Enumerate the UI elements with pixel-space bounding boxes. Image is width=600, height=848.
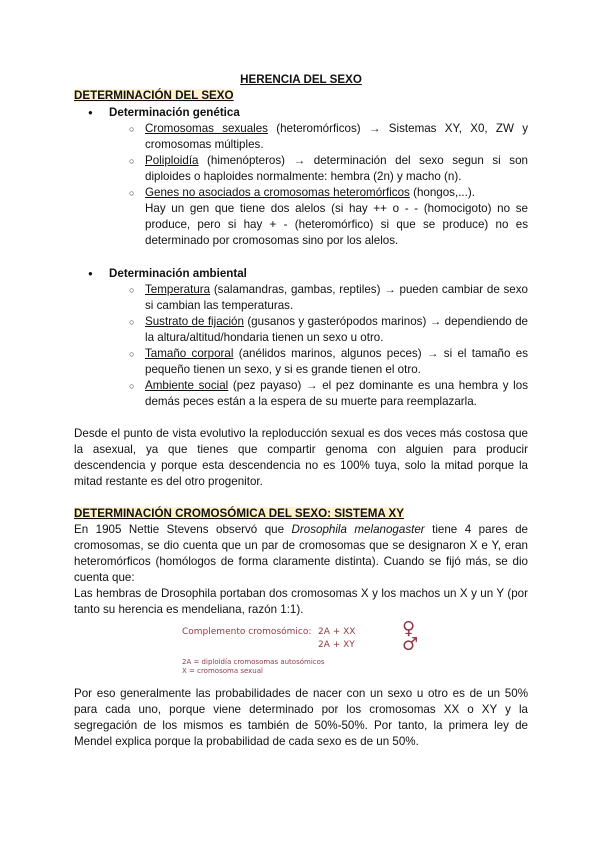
figure-note-sex-chromosome: X = cromosoma sexual <box>182 667 263 675</box>
environmental-list <box>74 282 528 410</box>
item-term: Temperatura <box>145 283 211 296</box>
male-complement: 2A + XY <box>318 640 355 650</box>
bullet-determinacion-ambiental: ● Determinación ambiental <box>74 266 528 282</box>
stevens-text-b: tiene 4 pares de cromosomas, se dio cuenta que un par de cromosomas que se designaron X e Y, eran heteromórficos (homólogos de forma claramente distinta). Cuando se fijó más, se dio cuenta que: <box>74 523 528 584</box>
item-text: (heteromórficos) → Sistemas XY, X0, ZW y cromosomas múltiples. <box>145 122 528 151</box>
list-item <box>74 314 528 346</box>
section-heading-wrap <box>74 506 528 522</box>
figure-label: Complemento cromosómico: <box>182 627 312 637</box>
genetic-list <box>74 121 528 201</box>
list-item <box>74 282 528 314</box>
stevens-paragraph <box>74 522 528 586</box>
list-item <box>74 378 528 410</box>
figure-image <box>182 618 432 680</box>
section-heading-determinacion: DETERMINACIÓN DEL SEXO <box>74 89 234 102</box>
genetic-extra-paragraph: Hay un gen que tiene dos alelos (si hay ++ o - - (homocigoto) no se produce, pero si hay + - (heteromórfico) si que se produce) no es determinado por cromosomas sino por los alelos. <box>145 202 528 247</box>
item-text: (anélidos marinos, algunos peces) → si el tamaño es pequeño tienen un sexo, y si es grande tienen el otro. <box>145 347 528 376</box>
item-term: Sustrato de fijación <box>145 315 244 328</box>
probability-paragraph: Por eso generalmente las probabilidades de nacer con un sexo u otro es de un 50% para cada uno, porque viene determinado por los cromosomas XX o XY y la segregación de los mismos es también de 50%-50%. Por tanto, la primera ley de Mendel explica porque la probabilidad de cada sexo es de un 50%. <box>74 687 528 748</box>
list-item <box>74 185 528 201</box>
species-name: Drosophila melanogaster <box>291 523 425 536</box>
item-term: Tamaño corporal <box>145 347 234 360</box>
evolution-paragraph: Desde el punto de vista evolutivo la reploducción sexual es dos veces más costosa que la asexual, ya que tienes que compartir genoma con alguien para producir descendencia y porque esta descendencia no es 100% tuya, solo la mitad porque la mitad restante es del otro progenitor. <box>74 427 528 488</box>
item-term: Genes no asociados a cromosomas heteromórficos <box>145 186 410 199</box>
document-title: HERENCIA DEL SEXO <box>240 73 362 86</box>
list-item <box>74 121 528 153</box>
item-text: (hongos,...). <box>409 186 475 199</box>
item-term: Cromosomas sexuales <box>145 122 268 135</box>
figure-note-autosomes: 2A = diploidía cromosomas autosómicos <box>182 658 325 666</box>
section-heading-sistema-xy: DETERMINACIÓN CROMOSÓMICA DEL SEXO: SISTEMA XY <box>74 507 405 520</box>
list-item <box>74 346 528 378</box>
item-term: Poliploidía <box>145 154 199 167</box>
bullet-determinacion-genetica: ● Determinación genética <box>74 105 528 121</box>
section-heading-wrap <box>74 88 528 104</box>
stevens-text-a: En 1905 Nettie Stevens observó que <box>74 523 292 536</box>
chromosome-complement-figure <box>74 618 528 680</box>
drosophila-paragraph: Las hembras de Drosophila portaban dos cromosomas X y los machos un X y un Y (por tanto su herencia es mendeliana, razón 1:1). <box>74 587 528 616</box>
document-page <box>74 72 528 750</box>
item-text: (salamandras, gambas, reptiles) → pueden cambiar de sexo si cambian las temperaturas. <box>145 283 528 312</box>
item-text: (himenópteros) → determinación del sexo segun si son diploides o haploides normalmente: hembra (2n) y macho (n). <box>145 154 528 183</box>
item-term: Ambiente social <box>145 379 229 392</box>
list-item <box>74 153 528 185</box>
item-text: (pez payaso) → el pez dominante es una hembra y los demás peces están a la espera de su muerte para reemplazarla. <box>145 379 529 408</box>
female-symbol-icon: ♀ <box>402 618 416 639</box>
female-complement: 2A + XX <box>318 627 356 637</box>
male-symbol-icon: ♂ <box>402 634 419 655</box>
item-text: (gusanos y gasterópodos marinos) → dependiendo de la altura/altitud/hondaria tienen un sexo u otro. <box>145 315 529 344</box>
